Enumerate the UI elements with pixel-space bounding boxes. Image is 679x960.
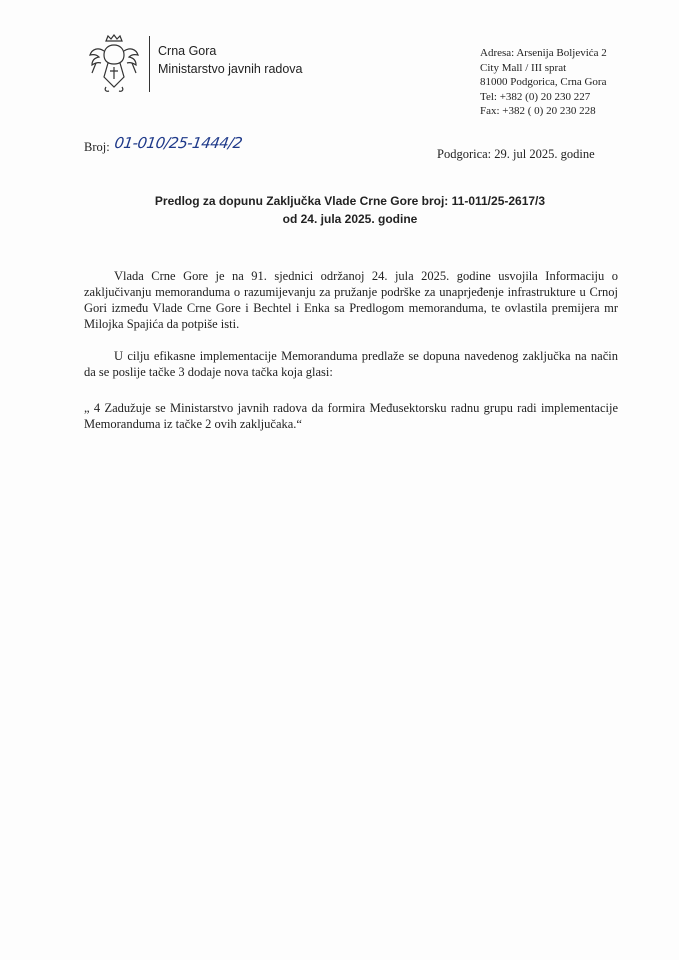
organization-block <box>158 42 303 78</box>
reference-label: Broj: <box>84 139 110 154</box>
fax-line: Fax: +382 ( 0) 20 230 228 <box>480 105 596 117</box>
title-line-2: od 24. jula 2025. godine <box>282 212 418 226</box>
ministry-name: Ministarstvo javnih radova <box>158 62 303 76</box>
address-line: Adresa: Arsenija Boljevića 2 <box>480 47 607 59</box>
reference-number <box>84 134 243 156</box>
title-line-1: Predlog za dopunu Zaključka Vlade Crne Gore broj: 11-011/25-2617/3 <box>154 194 546 208</box>
header-divider <box>149 36 150 92</box>
document-title <box>100 192 600 228</box>
coat-of-arms-icon <box>88 33 140 93</box>
phone-line: Tel: +382 (0) 20 230 227 <box>480 90 591 103</box>
body-paragraph: Vlada Crne Gore je na 91. sjednici održanoj 24. jula 2025. godine usvojila Informaciju o zaključivanju memoranduma o razumijevanju za pružanje podrške za unaprjeđenje infrastrukture u Crnoj Gori između Vlade Crne Gore i Bechtel i Enka sa Predlogom memoranduma, te ovlastila premijera mr Milojka Spajića da potpiše isti. <box>84 269 618 331</box>
address-line: City Mall / III sprat <box>480 61 567 74</box>
address-line: 81000 Podgorica, Crna Gora <box>480 76 607 88</box>
address-block <box>480 46 607 119</box>
country-name: Crna Gora <box>158 44 217 58</box>
body-paragraph: U cilju efikasne implementacije Memoranduma predlaže se dopuna navedenog zaključka na način da se poslije tačke 3 dodaje nova tačka koja glasi: <box>84 349 618 379</box>
handwritten-reference: 01-010/25-1444/2 <box>113 134 243 152</box>
document-date: Podgorica: 29. jul 2025. godine <box>437 147 595 161</box>
quoted-paragraph: „ 4 Zadužuje se Ministarstvo javnih radova da formira Međusektorsku radnu grupu radi implementacije Memoranduma iz tačke 2 ovih zaključaka.“ <box>84 401 618 431</box>
